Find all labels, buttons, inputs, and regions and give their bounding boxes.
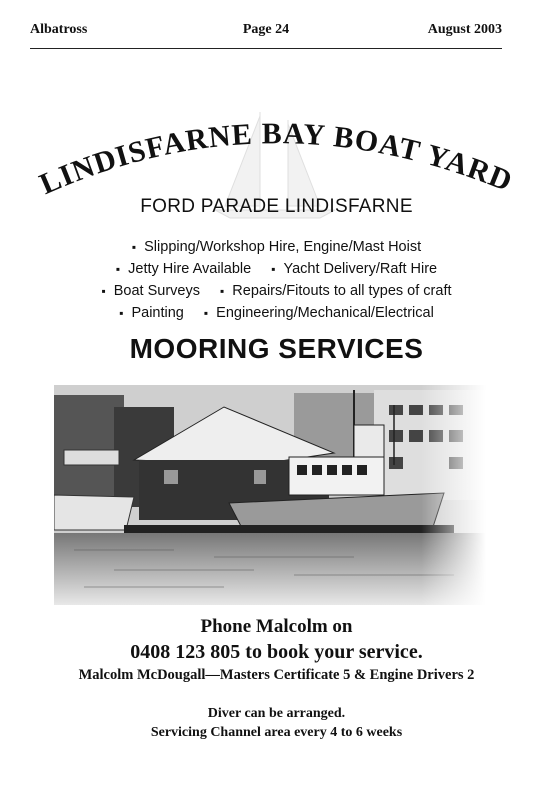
publication-name: Albatross: [30, 22, 88, 37]
page-header: [30, 22, 502, 42]
mooring-headline: MOORING SERVICES: [129, 333, 424, 364]
boat-harbour-photo: [54, 385, 486, 605]
services-list: [0, 236, 553, 324]
contact-phone: 0408 123 805 to book your service.: [130, 641, 423, 663]
note-diver: Diver can be arranged.: [207, 706, 346, 721]
contact-block: [0, 615, 553, 685]
services-row: [0, 236, 553, 258]
issue-date: August 2003: [427, 22, 502, 37]
contact-intro: Phone Malcolm on: [200, 616, 353, 637]
service-item: ▪ Repairs/Fitouts to all types of craft: [220, 280, 451, 302]
service-item: ▪ Engineering/Mechanical/Electrical: [204, 302, 434, 324]
notes-block: [0, 704, 553, 742]
boat-harbour-photo-icon: [54, 385, 486, 605]
service-item: ▪ Jetty Hire Available: [116, 258, 251, 280]
ad-subtitle: FORD PARADE LINDISFARNE: [140, 196, 413, 217]
ad-title-text: LINDISFARNE BAY BOAT YARD: [34, 117, 518, 202]
services-row: [0, 258, 553, 280]
service-item: ▪ Boat Surveys: [101, 280, 200, 302]
services-row: [0, 280, 553, 302]
services-row: [0, 302, 553, 324]
contact-credentials: Malcolm McDougall—Masters Certificate 5 & Engine Drivers 2: [78, 667, 475, 683]
service-item: ▪ Painting: [119, 302, 184, 324]
service-item: ▪ Yacht Delivery/Raft Hire: [271, 258, 437, 280]
header-divider: [30, 48, 502, 49]
page-number: Page 24: [242, 22, 290, 37]
service-item: ▪ Slipping/Workshop Hire, Engine/Mast Hoist: [132, 236, 421, 258]
note-servicing: Servicing Channel area every 4 to 6 weeks: [150, 725, 403, 740]
